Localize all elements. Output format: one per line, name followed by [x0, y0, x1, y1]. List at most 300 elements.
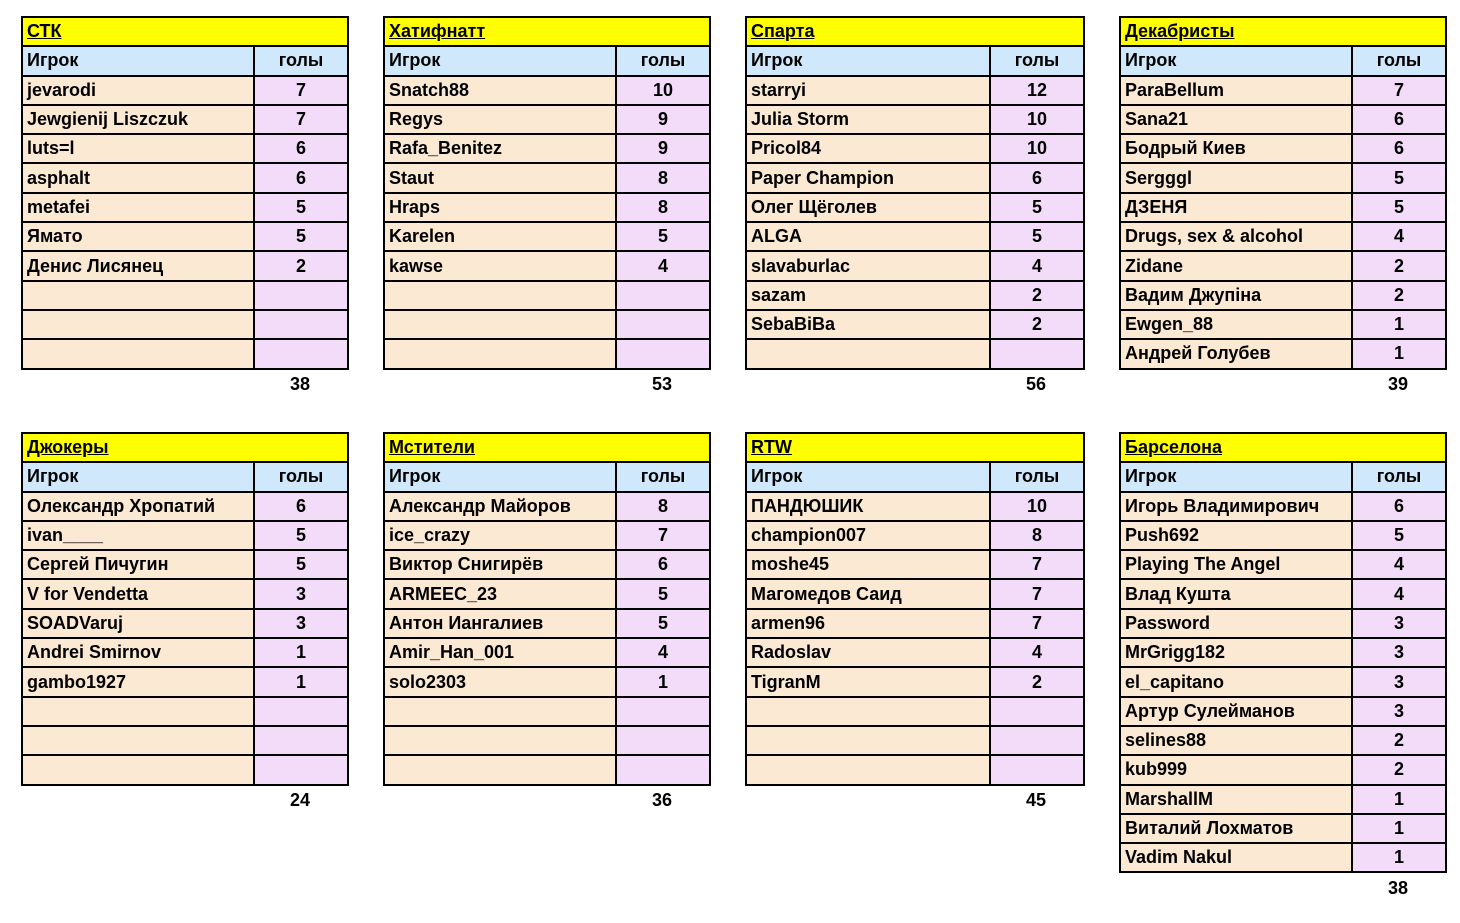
team-title-row	[1120, 433, 1446, 462]
player-goals: 1	[1352, 339, 1446, 368]
player-name: Regys	[384, 105, 616, 134]
player-name	[384, 310, 616, 339]
table-row	[746, 755, 1084, 784]
table-row	[1120, 222, 1446, 251]
team-title-row	[746, 433, 1084, 462]
table-row	[384, 193, 710, 222]
player-goals: 7	[616, 521, 710, 550]
table-row	[384, 251, 710, 280]
table-row	[22, 550, 348, 579]
player-name: SebaBiBa	[746, 310, 990, 339]
table-row	[746, 251, 1084, 280]
player-name: starryi	[746, 76, 990, 105]
header-row	[1120, 46, 1446, 75]
header-row	[1120, 462, 1446, 491]
table-row	[22, 726, 348, 755]
table-row	[1120, 521, 1446, 550]
table-row	[1120, 134, 1446, 163]
player-name: champion007	[746, 521, 990, 550]
player-goals	[254, 339, 348, 368]
column-header-goals: голы	[990, 462, 1084, 491]
player-goals: 3	[1352, 609, 1446, 638]
player-goals: 1	[1352, 310, 1446, 339]
column-header-player: Игрок	[384, 462, 616, 491]
table-row	[1120, 76, 1446, 105]
team-table	[745, 16, 1085, 370]
table-row	[22, 134, 348, 163]
player-goals: 10	[990, 105, 1084, 134]
team-title: Джокеры	[22, 433, 348, 462]
player-name: Влад Кушта	[1120, 579, 1352, 608]
player-name: Ямато	[22, 222, 254, 251]
table-row	[746, 339, 1084, 368]
header-row	[22, 46, 348, 75]
player-goals: 8	[616, 193, 710, 222]
team-table	[1119, 16, 1447, 370]
column-header-player: Игрок	[22, 462, 254, 491]
table-row	[746, 638, 1084, 667]
column-header-goals: голы	[990, 46, 1084, 75]
player-name: jevarodi	[22, 76, 254, 105]
table-row	[746, 134, 1084, 163]
team-title-row	[22, 17, 348, 46]
player-name: Магомедов Саид	[746, 579, 990, 608]
team-total-goals: 45	[1025, 789, 1047, 810]
player-goals: 3	[1352, 667, 1446, 696]
table-row	[384, 579, 710, 608]
player-name: Playing The Angel	[1120, 550, 1352, 579]
player-goals: 3	[254, 609, 348, 638]
table-row	[384, 339, 710, 368]
table-row	[22, 251, 348, 280]
player-name: gambo1927	[22, 667, 254, 696]
table-row	[384, 105, 710, 134]
table-row	[746, 667, 1084, 696]
player-goals	[990, 339, 1084, 368]
player-name: V for Vendetta	[22, 579, 254, 608]
player-name: Vadim Nakul	[1120, 843, 1352, 872]
player-name: kub999	[1120, 755, 1352, 784]
table-row	[384, 755, 710, 784]
column-header-goals: голы	[254, 462, 348, 491]
table-row	[746, 222, 1084, 251]
player-goals: 2	[1352, 281, 1446, 310]
player-name: armen96	[746, 609, 990, 638]
player-goals: 7	[1352, 76, 1446, 105]
player-name: Вадим Джупіна	[1120, 281, 1352, 310]
player-goals: 2	[1352, 755, 1446, 784]
player-name: Александр Майоров	[384, 492, 616, 521]
player-goals: 1	[1352, 785, 1446, 814]
team-title-row	[22, 433, 348, 462]
player-goals: 7	[990, 609, 1084, 638]
table-row	[1120, 550, 1446, 579]
table-row	[746, 76, 1084, 105]
team-total-goals: 38	[289, 373, 311, 394]
team-title: Хатифнатт	[384, 17, 710, 46]
player-name: ARMEEC_23	[384, 579, 616, 608]
player-goals: 9	[616, 105, 710, 134]
team-total-goals: 24	[289, 789, 311, 810]
table-row	[1120, 339, 1446, 368]
player-name: Артур Сулейманов	[1120, 697, 1352, 726]
player-goals: 5	[254, 521, 348, 550]
player-goals: 6	[254, 134, 348, 163]
player-goals: 6	[990, 163, 1084, 192]
table-row	[384, 134, 710, 163]
table-row	[22, 609, 348, 638]
player-goals	[616, 339, 710, 368]
table-row	[746, 579, 1084, 608]
team-table	[745, 432, 1085, 786]
player-name: Andrei Smirnov	[22, 638, 254, 667]
table-row	[384, 281, 710, 310]
player-name: Денис Лисянец	[22, 251, 254, 280]
goals-table	[383, 432, 711, 786]
team-title: Мстители	[384, 433, 710, 462]
table-row	[746, 193, 1084, 222]
player-goals: 10	[990, 134, 1084, 163]
player-goals: 5	[254, 550, 348, 579]
player-goals: 7	[990, 579, 1084, 608]
team-total-goals: 39	[1387, 373, 1409, 394]
player-name: Sergggl	[1120, 163, 1352, 192]
player-name: luts=l	[22, 134, 254, 163]
player-name	[384, 281, 616, 310]
team-table	[21, 16, 349, 370]
table-row	[22, 222, 348, 251]
table-row	[1120, 667, 1446, 696]
player-name: solo2303	[384, 667, 616, 696]
player-name: ДЗЕНЯ	[1120, 193, 1352, 222]
player-name: Игорь Владимирович	[1120, 492, 1352, 521]
table-row	[384, 310, 710, 339]
player-name	[746, 339, 990, 368]
player-goals: 2	[990, 310, 1084, 339]
player-goals: 4	[990, 251, 1084, 280]
column-header-player: Игрок	[1120, 46, 1352, 75]
team-title: Спарта	[746, 17, 1084, 46]
player-name	[746, 726, 990, 755]
column-header-goals: голы	[616, 46, 710, 75]
table-row	[1120, 609, 1446, 638]
player-goals: 1	[1352, 814, 1446, 843]
table-row	[384, 609, 710, 638]
player-goals: 9	[616, 134, 710, 163]
table-row	[1120, 193, 1446, 222]
table-row	[746, 550, 1084, 579]
player-name	[22, 726, 254, 755]
table-row	[746, 492, 1084, 521]
goals-table	[21, 432, 349, 786]
player-goals: 4	[1352, 579, 1446, 608]
table-row	[22, 579, 348, 608]
table-row	[1120, 814, 1446, 843]
player-goals	[616, 755, 710, 784]
player-goals: 6	[1352, 105, 1446, 134]
column-header-player: Игрок	[746, 46, 990, 75]
player-name: Jewgienij Liszczuk	[22, 105, 254, 134]
player-name: moshe45	[746, 550, 990, 579]
player-goals: 10	[990, 492, 1084, 521]
team-total-goals: 38	[1387, 877, 1409, 898]
team-total-goals: 36	[651, 789, 673, 810]
player-name: Drugs, sex & alcohol	[1120, 222, 1352, 251]
player-goals: 4	[1352, 222, 1446, 251]
player-name	[384, 697, 616, 726]
player-name: Виталий Лохматов	[1120, 814, 1352, 843]
team-title-row	[384, 17, 710, 46]
header-row	[746, 462, 1084, 491]
table-row	[746, 726, 1084, 755]
player-name	[22, 281, 254, 310]
team-total-goals: 56	[1025, 373, 1047, 394]
player-name: asphalt	[22, 163, 254, 192]
player-name: Staut	[384, 163, 616, 192]
goals-table	[745, 16, 1085, 370]
table-row	[746, 310, 1084, 339]
player-goals: 2	[990, 281, 1084, 310]
player-name: TigranM	[746, 667, 990, 696]
table-row	[746, 521, 1084, 550]
player-name: Олександр Хропатий	[22, 492, 254, 521]
player-name: Julia Storm	[746, 105, 990, 134]
column-header-player: Игрок	[22, 46, 254, 75]
player-name	[384, 755, 616, 784]
player-name: ALGA	[746, 222, 990, 251]
player-name: Password	[1120, 609, 1352, 638]
player-goals: 3	[1352, 638, 1446, 667]
player-name: kawse	[384, 251, 616, 280]
player-goals: 5	[1352, 521, 1446, 550]
player-goals	[254, 697, 348, 726]
player-name: Sana21	[1120, 105, 1352, 134]
table-row	[384, 697, 710, 726]
column-header-goals: голы	[616, 462, 710, 491]
table-row	[1120, 163, 1446, 192]
team-title: СТК	[22, 17, 348, 46]
player-goals: 6	[616, 550, 710, 579]
table-row	[384, 550, 710, 579]
player-goals: 2	[990, 667, 1084, 696]
table-row	[1120, 785, 1446, 814]
player-name: slavaburlac	[746, 251, 990, 280]
player-name: Ewgen_88	[1120, 310, 1352, 339]
player-goals	[254, 726, 348, 755]
player-goals: 12	[990, 76, 1084, 105]
table-row	[22, 638, 348, 667]
player-goals: 2	[254, 251, 348, 280]
player-goals: 6	[1352, 134, 1446, 163]
player-name: Pricol84	[746, 134, 990, 163]
table-row	[746, 281, 1084, 310]
player-name	[746, 697, 990, 726]
table-row	[22, 105, 348, 134]
player-name: MrGrigg182	[1120, 638, 1352, 667]
table-row	[1120, 105, 1446, 134]
player-goals	[616, 697, 710, 726]
team-title-row	[384, 433, 710, 462]
table-row	[22, 339, 348, 368]
goals-table	[1119, 432, 1447, 873]
table-row	[1120, 755, 1446, 784]
table-row	[22, 521, 348, 550]
player-name: Karelen	[384, 222, 616, 251]
table-row	[746, 697, 1084, 726]
player-goals: 6	[254, 492, 348, 521]
table-row	[1120, 843, 1446, 872]
team-table	[383, 432, 711, 786]
player-goals: 1	[254, 638, 348, 667]
player-name: Zidane	[1120, 251, 1352, 280]
table-row	[384, 163, 710, 192]
player-goals: 7	[990, 550, 1084, 579]
team-title: Барселона	[1120, 433, 1446, 462]
player-name: Amir_Han_001	[384, 638, 616, 667]
column-header-goals: голы	[1352, 462, 1446, 491]
table-row	[384, 726, 710, 755]
player-name: Антон Иангалиев	[384, 609, 616, 638]
player-goals	[616, 310, 710, 339]
team-table	[21, 432, 349, 786]
table-row	[384, 667, 710, 696]
player-goals: 1	[1352, 843, 1446, 872]
player-goals: 6	[254, 163, 348, 192]
team-title-row	[746, 17, 1084, 46]
player-goals	[254, 310, 348, 339]
table-row	[1120, 492, 1446, 521]
table-row	[22, 697, 348, 726]
player-goals: 7	[254, 105, 348, 134]
player-goals: 4	[990, 638, 1084, 667]
player-name: el_capitano	[1120, 667, 1352, 696]
player-name: Hraps	[384, 193, 616, 222]
table-row	[1120, 251, 1446, 280]
player-name	[22, 310, 254, 339]
player-goals: 5	[990, 193, 1084, 222]
table-row	[1120, 281, 1446, 310]
team-table	[383, 16, 711, 370]
player-name: Виктор Снигирёв	[384, 550, 616, 579]
table-row	[746, 609, 1084, 638]
player-name: MarshallM	[1120, 785, 1352, 814]
header-row	[384, 46, 710, 75]
player-goals	[990, 755, 1084, 784]
table-row	[22, 310, 348, 339]
table-row	[22, 193, 348, 222]
column-header-player: Игрок	[1120, 462, 1352, 491]
player-name	[384, 726, 616, 755]
player-goals: 8	[616, 163, 710, 192]
table-row	[22, 492, 348, 521]
column-header-goals: голы	[254, 46, 348, 75]
player-name: Radoslav	[746, 638, 990, 667]
player-goals: 5	[254, 222, 348, 251]
player-goals: 5	[990, 222, 1084, 251]
table-row	[1120, 697, 1446, 726]
table-row	[384, 521, 710, 550]
player-goals: 3	[254, 579, 348, 608]
player-name: ПАНДЮШИК	[746, 492, 990, 521]
team-table	[1119, 432, 1447, 873]
table-row	[1120, 726, 1446, 755]
player-goals: 8	[990, 521, 1084, 550]
player-name	[22, 697, 254, 726]
table-row	[384, 76, 710, 105]
player-name: ParaBellum	[1120, 76, 1352, 105]
player-name: ice_crazy	[384, 521, 616, 550]
team-title-row	[1120, 17, 1446, 46]
player-goals	[616, 726, 710, 755]
table-row	[22, 281, 348, 310]
player-name: selines88	[1120, 726, 1352, 755]
goals-table	[21, 16, 349, 370]
player-goals: 5	[616, 579, 710, 608]
table-row	[22, 76, 348, 105]
header-row	[384, 462, 710, 491]
player-goals	[254, 281, 348, 310]
column-header-goals: голы	[1352, 46, 1446, 75]
goals-table	[745, 432, 1085, 786]
player-name: ivan____	[22, 521, 254, 550]
player-goals	[254, 755, 348, 784]
table-row	[22, 163, 348, 192]
player-goals: 5	[1352, 163, 1446, 192]
player-goals: 5	[616, 609, 710, 638]
player-goals: 1	[616, 667, 710, 696]
player-name: Snatch88	[384, 76, 616, 105]
player-goals	[616, 281, 710, 310]
player-goals: 8	[616, 492, 710, 521]
player-name	[384, 339, 616, 368]
player-goals: 4	[616, 638, 710, 667]
player-name: Сергей Пичугин	[22, 550, 254, 579]
player-goals: 3	[1352, 697, 1446, 726]
player-name	[746, 755, 990, 784]
goals-table	[1119, 16, 1447, 370]
team-total-goals: 53	[651, 373, 673, 394]
player-name: Push692	[1120, 521, 1352, 550]
column-header-player: Игрок	[384, 46, 616, 75]
table-row	[22, 667, 348, 696]
player-name: Rafa_Benitez	[384, 134, 616, 163]
player-name	[22, 755, 254, 784]
table-row	[384, 492, 710, 521]
table-row	[1120, 310, 1446, 339]
header-row	[746, 46, 1084, 75]
player-name: Paper Champion	[746, 163, 990, 192]
player-goals	[990, 697, 1084, 726]
table-row	[1120, 638, 1446, 667]
column-header-player: Игрок	[746, 462, 990, 491]
player-goals: 4	[616, 251, 710, 280]
player-goals: 5	[254, 193, 348, 222]
player-name: metafei	[22, 193, 254, 222]
player-name: Олег Щёголев	[746, 193, 990, 222]
table-row	[22, 755, 348, 784]
player-name: sazam	[746, 281, 990, 310]
player-goals: 6	[1352, 492, 1446, 521]
player-name: Андрей Голубев	[1120, 339, 1352, 368]
player-goals: 2	[1352, 251, 1446, 280]
player-goals	[990, 726, 1084, 755]
player-goals: 7	[254, 76, 348, 105]
team-title: RTW	[746, 433, 1084, 462]
player-goals: 2	[1352, 726, 1446, 755]
player-goals: 4	[1352, 550, 1446, 579]
player-goals: 10	[616, 76, 710, 105]
player-goals: 5	[1352, 193, 1446, 222]
